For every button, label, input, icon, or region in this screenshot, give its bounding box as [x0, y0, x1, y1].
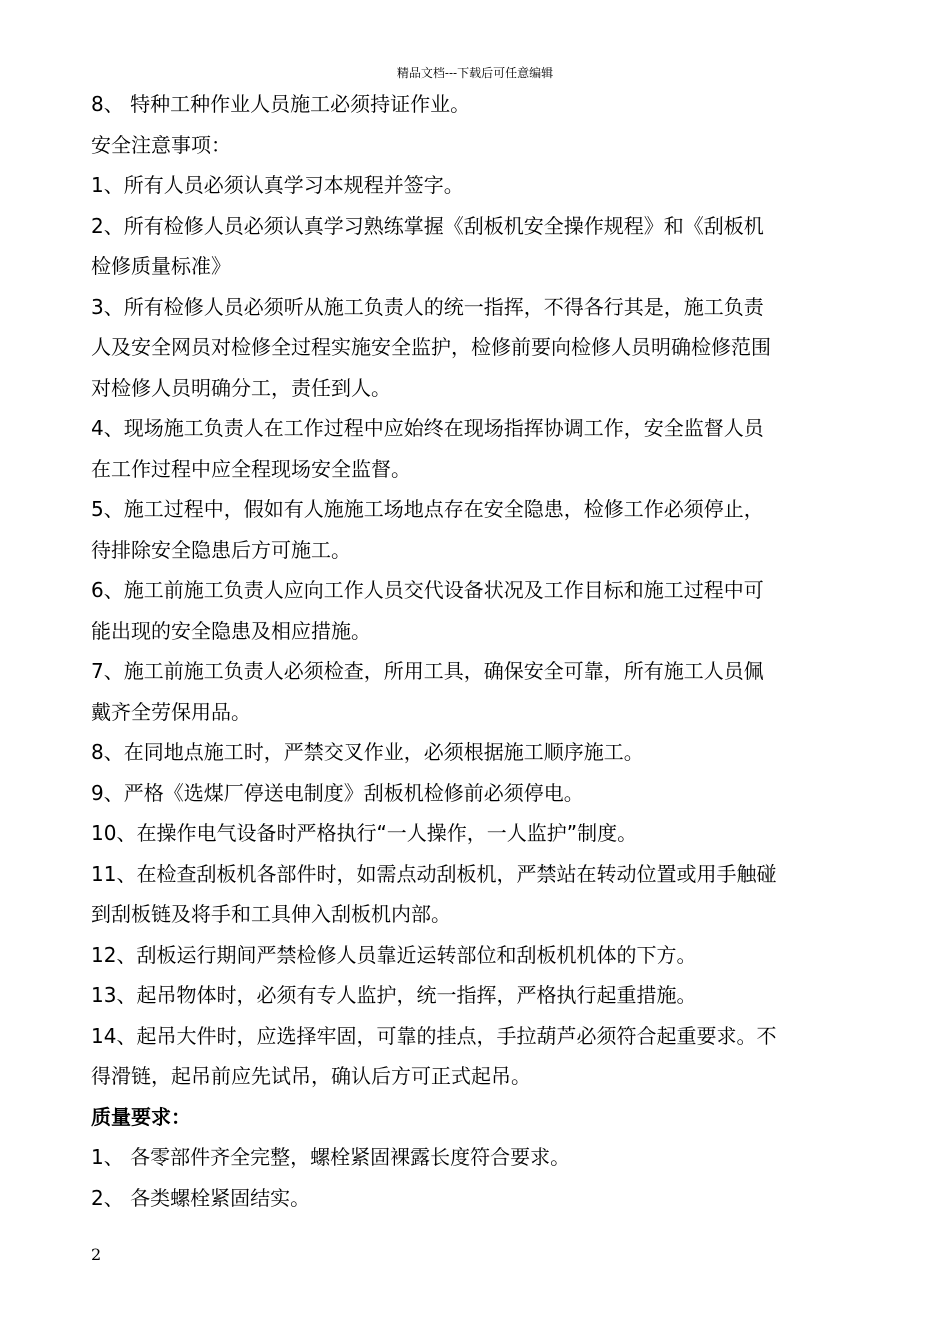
text-line-safety-12: 12、刮板运行期间严禁检修人员靠近运转部位和刮板机机体的下方。 — [91, 942, 697, 967]
text-line-safety-14b: 得滑链，起吊前应先试吊，确认后方可正式起吊。 — [91, 1064, 531, 1088]
text-line-safety-14a: 14、起吊大件时，应选择牢固，可靠的挂点，手拉葫芦必须符合起重要求。不 — [91, 1023, 777, 1048]
text-line-safety-8: 8、在同地点施工时，严禁交叉作业，必须根据施工顺序施工。 — [91, 740, 644, 764]
text-line-safety-13: 13、起吊物体时，必须有专人监护，统一指挥，严格执行起重措施。 — [91, 983, 697, 1007]
text-line-safety-11a: 11、在检查刮板机各部件时，如需点动刮板机，严禁站在转动位置或用手触碰 — [91, 861, 777, 886]
document-body — [91, 84, 863, 1218]
text-line-safety-7b: 戴齐全劳保用品。 — [91, 699, 251, 724]
page-number: 2 — [91, 1245, 102, 1264]
text-line-safety-5b: 待排除安全隐患后方可施工。 — [91, 537, 351, 562]
text-line-safety-1: 1、所有人员必须认真学习本规程并签字。 — [91, 173, 464, 197]
text-line-safety-3a: 3、所有检修人员必须听从施工负责人的统一指挥，不得各行其是，施工负责 — [91, 294, 764, 319]
text-line-safety-3c: 对检修人员明确分工，责任到人。 — [91, 375, 391, 400]
document-header: 精品文档---下载后可任意编辑 — [396, 66, 554, 80]
text-line-safety-7a: 7、施工前施工负责人必须检查，所用工具，确保安全可靠，所有施工人员佩 — [91, 659, 764, 683]
text-line-quality-2: 2、 各类螺栓紧固结实。 — [91, 1185, 311, 1210]
text-line-safety-4a: 4、现场施工负责人在工作过程中应始终在现场指挥协调工作，安全监督人员 — [91, 416, 764, 440]
text-line-safety-11b: 到刮板链及将手和工具伸入刮板机内部。 — [91, 902, 451, 926]
text-line-safety-9: 9、严格《选煤厂停送电制度》刮板机检修前必须停电。 — [91, 780, 584, 805]
text-line-safety-4b: 在工作过程中应全程现场安全监督。 — [91, 456, 411, 481]
text-line-item-8-certification: 8、 特种工种作业人员施工必须持证作业。 — [91, 92, 471, 116]
text-line-safety-6a: 6、施工前施工负责人应向工作人员交代设备状况及工作目标和施工过程中可 — [91, 578, 764, 602]
text-line-safety-3b: 人及安全网员对检修全过程实施安全监护，检修前要向检修人员明确检修范围 — [91, 335, 771, 359]
text-line-safety-5a: 5、施工过程中，假如有人施施工场地点存在安全隐患，检修工作必须停止， — [91, 497, 764, 521]
text-line-quality-1: 1、 各零部件齐全完整，螺栓紧固裸露长度符合要求。 — [91, 1145, 571, 1169]
section-heading-safety-notes: 安全注意事项： — [91, 132, 231, 157]
text-line-safety-2b: 检修质量标准》 — [91, 254, 231, 278]
section-heading-quality-requirements: 质量要求： — [91, 1104, 191, 1129]
text-line-safety-6b: 能出现的安全隐患及相应措施。 — [91, 618, 371, 643]
text-line-safety-10: 10、在操作电气设备时严格执行“一人操作，一人监护”制度。 — [91, 821, 638, 845]
text-line-safety-2a: 2、所有检修人员必须认真学习熟练掌握《刮板机安全操作规程》和《刮板机 — [91, 213, 764, 238]
